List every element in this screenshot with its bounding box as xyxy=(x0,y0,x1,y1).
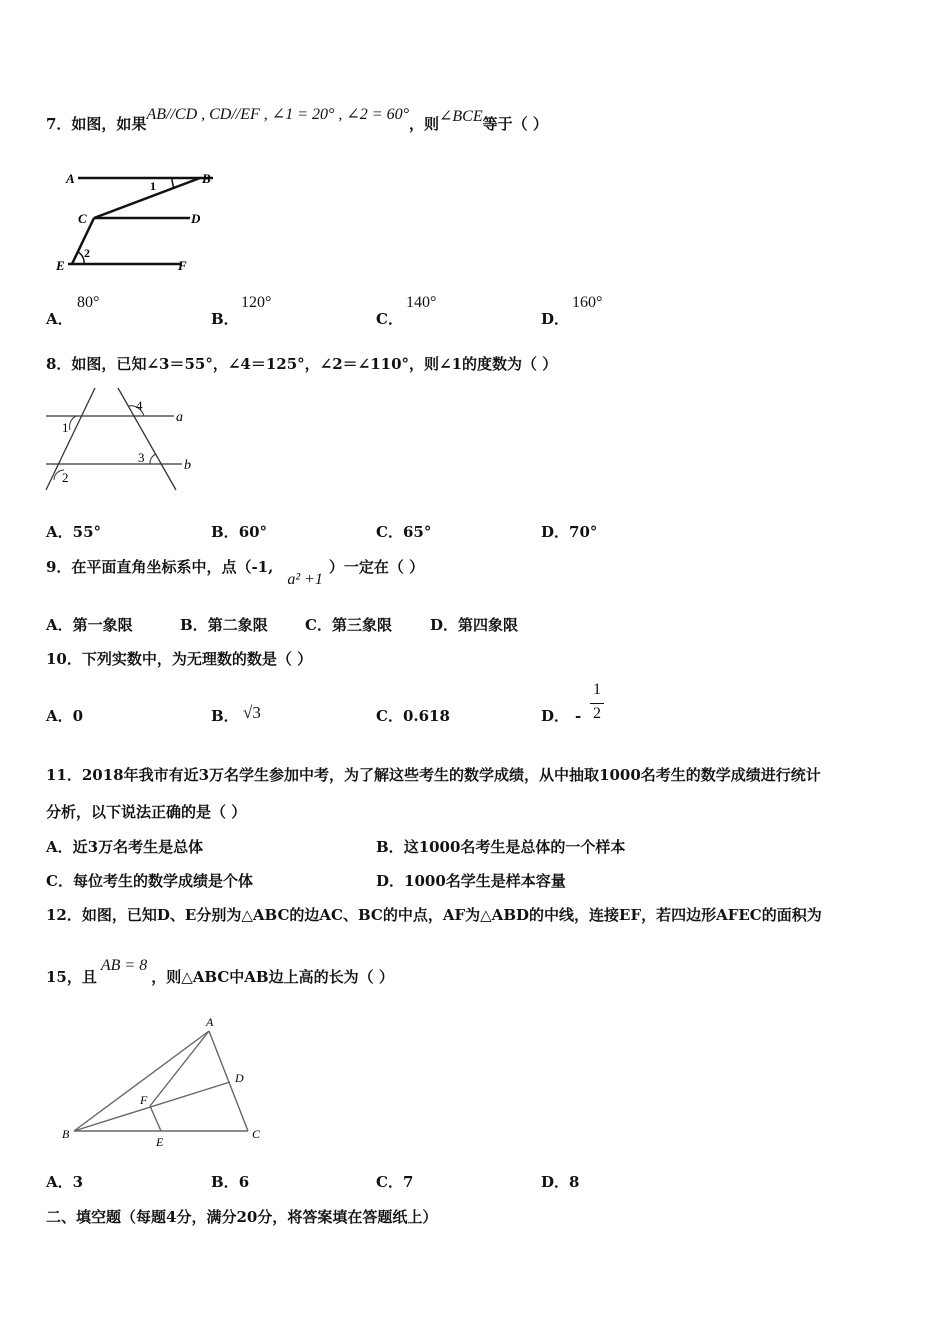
q8-label-b: b xyxy=(184,458,191,473)
section2-heading: 二、填空题（每题4分，满分20分，将答案填在答题纸上） xyxy=(46,1208,438,1226)
q7-stem xyxy=(46,106,548,135)
q9-option-a xyxy=(46,615,133,635)
q9-option-b-key: B． xyxy=(180,616,208,634)
q8-angle3-arc xyxy=(150,454,156,464)
q8-option-d-key: D． xyxy=(541,523,570,541)
q7-condition: AB//CD , CD//EF , ∠1 = 20° , ∠2 = 60° xyxy=(146,106,409,123)
q12-segment-bd xyxy=(74,1082,230,1131)
q9-option-d-value: 第四象限 xyxy=(458,616,519,634)
q9-option-a-value: 第一象限 xyxy=(72,616,133,634)
q12-stem-line2-a: 15，且 xyxy=(46,968,97,986)
q10-fraction-bar xyxy=(590,703,604,704)
q10-stem: 10．下列实数中，为无理数的数是（ ） xyxy=(46,650,313,668)
q7-line-cb xyxy=(94,178,200,218)
q9-option-c-value: 第三象限 xyxy=(331,616,392,634)
q7-label-a: A xyxy=(66,171,75,186)
q11-option-b-key: B． xyxy=(376,838,404,856)
q12-stem-line1: 12．如图，已知D、E分别为△ABC的边AC、BC的中点，AF为△ABD的中线，连接EF，若四边形AFEC的面积为 xyxy=(46,906,822,924)
q11-option-d xyxy=(376,871,566,891)
q12-label-e: E xyxy=(156,1135,164,1149)
q10-option-c-value: 0.618 xyxy=(402,707,450,725)
q8-option-a xyxy=(46,522,101,542)
q12-option-b-key: B． xyxy=(211,1173,239,1191)
q9-option-a-key: A． xyxy=(46,616,73,634)
q7-label-d: D xyxy=(191,211,201,226)
q11-option-d-key: D． xyxy=(376,872,405,890)
q11-stem-line2: 分析，以下说法正确的是（ ） xyxy=(46,803,247,821)
q7-label-1: 1 xyxy=(150,179,156,193)
q12-label-b: B xyxy=(62,1127,70,1141)
q8-figure xyxy=(40,384,200,494)
q12-option-d xyxy=(541,1172,579,1192)
q12-option-a xyxy=(46,1172,83,1192)
q8-angle1-arc xyxy=(70,416,76,430)
q8-option-c-value: 65° xyxy=(402,523,432,541)
q12-option-a-key: A． xyxy=(46,1173,73,1191)
q12-option-a-value: 3 xyxy=(72,1173,84,1191)
q8-transversal-left xyxy=(46,388,95,490)
q7-option-b-value: 120° xyxy=(241,294,272,311)
q8-option-b-value: 60° xyxy=(238,523,268,541)
q12-label-a: A xyxy=(206,1015,214,1029)
q11-stem-line1: 11．2018年我市有近3万名学生参加中考，为了解这些考生的数学成绩，从中抽取1000名考生的数学成绩进行统计 xyxy=(46,766,821,784)
q7-label-2: 2 xyxy=(84,246,90,260)
q12-stem-line2 xyxy=(46,957,394,988)
q8-label-2: 2 xyxy=(62,470,69,485)
q12-option-b xyxy=(211,1172,249,1192)
q7-option-a-key: A． xyxy=(46,310,73,328)
q9-expression: a² +1 xyxy=(287,571,323,588)
q10-fraction-denominator: 2 xyxy=(593,705,601,722)
q11-option-a-value: 近3万名考生是总体 xyxy=(72,838,204,856)
q8-option-d-value: 70° xyxy=(569,523,598,541)
q10-option-c xyxy=(376,706,450,726)
q7-option-d-value: 160° xyxy=(572,294,603,311)
q7-angle: ∠BCE xyxy=(439,108,483,125)
q12-stem-line2-b: ，则△ABC中AB边上高的长为（ ） xyxy=(151,968,394,986)
q12-label-f: F xyxy=(140,1093,148,1107)
q8-option-b xyxy=(211,522,267,542)
q8-label-3: 3 xyxy=(138,450,145,465)
q7-label-c: C xyxy=(78,211,87,226)
q7-tail: 等于（ ） xyxy=(482,115,548,133)
q8-transversal-right xyxy=(118,388,176,490)
q12-option-c xyxy=(376,1172,413,1192)
q9-option-d-key: D． xyxy=(430,616,459,634)
q7-label: 7．如图，如果 xyxy=(46,115,147,133)
q11-option-c xyxy=(46,871,253,891)
q10-option-a-value: 0 xyxy=(72,707,84,725)
q9-stem xyxy=(46,557,425,588)
q12-option-c-key: C． xyxy=(376,1173,403,1191)
q8-stem: 8．如图，已知∠3＝55°，∠4＝125°，∠2＝∠110°，则∠1的度数为（ ） xyxy=(46,355,558,373)
q7-option-b-key: B． xyxy=(211,310,239,328)
q7-label-f: F xyxy=(178,258,187,273)
q10-option-a xyxy=(46,706,83,726)
q12-option-b-value: 6 xyxy=(238,1173,250,1191)
q8-option-b-key: B． xyxy=(211,523,239,541)
q12-label-d: D xyxy=(235,1071,244,1085)
q12-figure xyxy=(58,1010,273,1155)
q8-label-a: a xyxy=(176,410,183,425)
q9-option-d xyxy=(430,615,518,635)
q10-fraction-numerator: 1 xyxy=(593,681,601,698)
q11-option-a xyxy=(46,837,203,857)
q7-label-e: E xyxy=(56,258,65,273)
q12-option-c-value: 7 xyxy=(402,1173,414,1191)
q10-option-d-key: D． xyxy=(541,707,570,725)
q7-option-c-key: C． xyxy=(376,310,403,328)
q9-option-c-key: C． xyxy=(305,616,332,634)
q8-option-c xyxy=(376,522,431,542)
q9-stem-b: ）一定在（ ） xyxy=(328,558,425,576)
q8-option-d xyxy=(541,522,597,542)
q7-option-d-key: D． xyxy=(541,310,570,328)
q11-option-d-value: 1000名学生是样本容量 xyxy=(404,872,566,890)
q7-label-b: B xyxy=(202,171,211,186)
q9-option-c xyxy=(305,615,392,635)
q12-segment-fe xyxy=(150,1106,161,1131)
q9-option-b xyxy=(180,615,268,635)
q12-option-d-value: 8 xyxy=(569,1173,580,1191)
q10-option-b-value: √3 xyxy=(243,703,261,722)
q12-option-d-key: D． xyxy=(541,1173,570,1191)
q11-option-c-key: C． xyxy=(46,872,73,890)
q10-option-d xyxy=(541,706,581,726)
q9-option-b-value: 第二象限 xyxy=(207,616,268,634)
q7-option-c-value: 140° xyxy=(406,294,437,311)
q7-option-a-value: 80° xyxy=(77,294,100,311)
q11-option-a-key: A． xyxy=(46,838,73,856)
q7-angle1-arc xyxy=(172,178,174,188)
q7-figure xyxy=(50,160,220,275)
q10-option-d-sign: - xyxy=(575,707,582,725)
q8-option-a-value: 55° xyxy=(72,523,102,541)
q11-option-c-value: 每位考生的数学成绩是个体 xyxy=(72,872,253,890)
q10-option-b-key: B． xyxy=(211,707,239,725)
q7-mid: ，则 xyxy=(408,115,439,133)
q8-label-1: 1 xyxy=(62,420,69,435)
q8-option-c-key: C． xyxy=(376,523,403,541)
q12-expression: AB = 8 xyxy=(100,957,148,974)
q10-option-a-key: A． xyxy=(46,707,73,725)
q9-stem-a: 9．在平面直角坐标系中，点（-1, xyxy=(46,558,274,576)
q12-side-ab xyxy=(74,1031,209,1131)
q10-option-c-key: C． xyxy=(376,707,403,725)
q12-label-c: C xyxy=(252,1127,261,1141)
q8-option-a-key: A． xyxy=(46,523,73,541)
q11-option-b-value: 这1000名考生是总体的一个样本 xyxy=(403,838,626,856)
q11-option-b xyxy=(376,837,625,857)
q8-label-4: 4 xyxy=(136,398,143,413)
